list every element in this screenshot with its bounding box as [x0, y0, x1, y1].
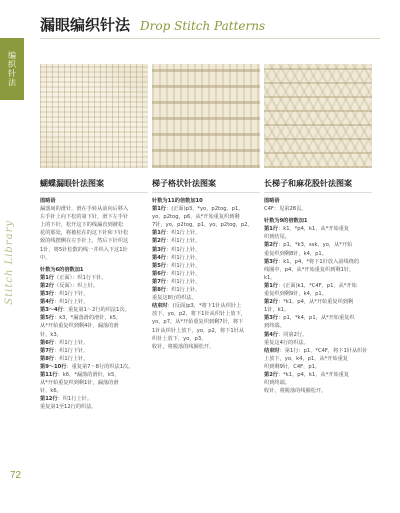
row-label: 第2行: [264, 299, 278, 306]
instruction-line: 重复这4行的织法。: [264, 339, 309, 346]
instruction-line: 第3行：织1行上针。: [152, 246, 201, 253]
instruction-line: 第4行：织1行上针。: [152, 254, 201, 261]
instruction-line: yo，p7，从*开始重复织到剩7针，将下: [152, 319, 244, 326]
instruction-line: 第6行：织1行上针。: [40, 339, 89, 346]
pattern-instructions: [264, 197, 372, 395]
instruction-line: 从*开始重复织到剩4针，漏落的滑: [40, 323, 119, 330]
instruction-line: 第1行：k1，*p4，k1，从*开始重复: [264, 226, 350, 233]
row-label: 第2行: [264, 371, 278, 378]
row-label: 第8行: [152, 287, 166, 294]
row-label: 第11行: [40, 371, 58, 378]
instruction-line: 针数为11的倍数加10: [152, 198, 203, 204]
instruction-line: 重复织到剩9针，k4，p1。: [264, 291, 327, 298]
instruction-line: 针数为9的倍数加1: [264, 218, 308, 225]
row-label: 第3行: [152, 246, 166, 253]
instruction-line: 针，k3。: [40, 331, 62, 338]
ladder-grid-swatch-image: [152, 64, 260, 168]
instruction-line: 第3～4行：重复第1～2行的织法1次。: [40, 307, 130, 314]
page-number: 72: [10, 470, 22, 481]
header-divider: [40, 38, 380, 39]
row-label: 第4行: [264, 331, 278, 338]
instruction-line: 第3行：k1，p4，*将下1针放入前线绕的: [264, 258, 360, 265]
instruction-line: 第12行：织1行上针。: [40, 396, 93, 403]
row-label: 第3行: [40, 291, 54, 298]
row-label: 结束时: [264, 347, 280, 354]
instruction-line: 图略语: [264, 198, 280, 204]
instruction-line: 第4行：同第2行。: [264, 331, 308, 338]
butterfly-swatch-image: [40, 64, 148, 168]
instruction-line: 第2行（反面）：织上针。: [40, 282, 99, 289]
page-title-cn: 漏眼编织针法: [40, 16, 131, 34]
instruction-line: 第3行：p1，*k4，p1，从*开始重复织: [264, 315, 355, 322]
instruction-line: 第4行：织1行上针。: [40, 299, 89, 306]
section-tab-label: 编织针法: [7, 51, 17, 87]
row-label: 第5行: [152, 262, 166, 269]
instruction-line: 第1行：(正面)k1，*C4F，p1，从*开始: [264, 282, 357, 289]
pattern-instructions: [152, 197, 260, 351]
row-label: 第4行: [152, 254, 166, 261]
instruction-line: 放下，yo，p2，将下1针从织针上放下，: [152, 311, 246, 318]
instruction-line: 第1行：织1行上针。: [152, 230, 201, 237]
row-label: 第1行: [264, 282, 278, 289]
row-label: 第2行: [40, 282, 54, 289]
instruction-line: 第2行：织1行上针。: [152, 238, 201, 245]
stitch-library-label: Stitch Library: [4, 220, 15, 305]
instruction-line: 结束时：第1行：p1，*C4F，将下1针从织针: [264, 347, 368, 354]
pattern-caption: 梯子格状针法图案: [152, 179, 216, 188]
caption-divider: [264, 192, 372, 193]
row-label: 第6行: [152, 270, 166, 277]
long-ladder-cable-swatch-image: [264, 64, 372, 168]
row-label: 第3～4行: [40, 307, 63, 314]
instruction-line: 结束时：(反面)p3，*将下1针从织针上: [152, 303, 242, 310]
instruction-line: 第8行：织1行上针。: [152, 287, 201, 294]
sidebar: [0, 0, 28, 513]
instruction-line: 收针，将脱落的线圈松开。: [152, 343, 215, 350]
instruction-line: 第9～10行：重复第7～8行的织法1次。: [40, 363, 134, 370]
instruction-line: 收针，将脱落的线圈松开。: [264, 388, 327, 395]
row-label: 第2行: [152, 238, 166, 245]
row-label: 第1行: [40, 274, 54, 281]
instruction-line: 从*开始重复织到剩1针，漏落的滑: [40, 380, 119, 387]
instruction-line: 1针，k1。: [264, 307, 290, 314]
instruction-line: 针，k6。: [40, 388, 62, 395]
instruction-line: 重复第1至12行的织法。: [40, 404, 97, 411]
instruction-line: 织到剩9针，C4F，p1。: [264, 363, 321, 370]
page-title-en: Drop Stitch Patterns: [140, 19, 266, 33]
row-label: 第7行: [40, 347, 54, 354]
instruction-line: yo，p2tog，p6，从*开始重复织到剩: [152, 214, 240, 221]
instruction-line: 第7行：织1行上针。: [152, 278, 201, 285]
instruction-line: 针数为6的倍数加1: [40, 266, 84, 273]
instruction-line: 第2行：*k1，p4，k1，从*开始重复: [264, 371, 350, 378]
instruction-line: 重复这8行的织法。: [152, 295, 197, 302]
row-label: 第1行: [152, 206, 166, 213]
instruction-line: k1。: [264, 274, 276, 281]
instruction-line: 1针，将5针松散的线一并织入下这1针: [40, 246, 128, 253]
instruction-line: 线圈中，p4，从*开始重复织到剩1针，: [264, 266, 355, 273]
instruction-line: 第5行：织1行上针。: [152, 262, 201, 269]
row-label: 第1行: [152, 230, 166, 237]
pattern-column-butterfly: [40, 64, 148, 411]
row-label: 第3行: [264, 315, 278, 322]
instruction-line: 织到终端。: [264, 380, 290, 387]
row-label: 第6行: [40, 339, 54, 346]
instruction-line: 到终端。: [264, 323, 285, 330]
instruction-line: 第2行：p1，*k3，ssk，yo，从*开始: [264, 242, 353, 249]
row-label: 第2行: [264, 242, 278, 249]
caption-divider: [152, 192, 260, 193]
instruction-line: 中。: [40, 254, 51, 261]
page-header: [40, 14, 380, 36]
row-label: 结束时: [152, 303, 168, 310]
instruction-line: 第5行：k3，*漏落滑的滑针，k5，: [40, 315, 122, 322]
row-label: 第7行: [152, 278, 166, 285]
instruction-line: 致的线摆侧在左手针上，然后下针织这: [40, 238, 129, 245]
instruction-line: 第11行：k6，*漏落的滑针，k5，: [40, 371, 120, 378]
instruction-line: 7针，yo，p2tog，p1，yo，p2tog，p2。: [152, 222, 253, 229]
instruction-line: 图略语: [40, 198, 56, 204]
instruction-line: 第6行：织1行上针。: [152, 270, 201, 277]
pattern-caption: 蝴蝶漏眼针法图案: [40, 179, 104, 188]
instruction-line: 上放下，yo，k4，p1，从*开始重复: [264, 355, 348, 362]
instruction-line: 第1行：(正面)p3，*yo，p2tog，p1，: [152, 206, 244, 213]
instruction-line: 第3行：织1行下针。: [40, 291, 89, 298]
instruction-line: C4F：见第28页。: [264, 206, 307, 213]
instruction-line: 第2行：*k1，p4，从*开始重复织到剩: [264, 299, 354, 306]
section-tab: [0, 38, 24, 100]
pattern-instructions: [40, 197, 148, 411]
instruction-line: 织到结尾。: [264, 234, 290, 241]
instruction-line: 第1行（正面）：织1行下针。: [40, 274, 107, 281]
instruction-line: 1针从织针上放下，yo，p2，将下1针从: [152, 327, 245, 334]
instruction-line: 第7行：织1行下针。: [40, 347, 89, 354]
row-label: 第8行: [40, 355, 54, 362]
instruction-line: 重复织到剩8针，k4，p1。: [264, 250, 327, 257]
instruction-line: 第8行：织1行上针。: [40, 355, 89, 362]
instruction-line: 织针上放下，yo，p3。: [152, 335, 207, 342]
row-label: 第3行: [264, 258, 278, 265]
row-label: 第5行: [40, 315, 54, 322]
row-label: 第9～10行: [40, 363, 67, 370]
caption-divider: [40, 192, 148, 193]
row-label: 第12行: [40, 396, 58, 403]
row-label: 第1行: [264, 226, 278, 233]
instruction-line: 花的那处，将被松在的这下针和下针松: [40, 230, 129, 237]
pattern-caption: 长梯子和麻花股针法图案: [264, 179, 352, 188]
pattern-column-ladder-grid: [152, 64, 260, 351]
instruction-line: 漏落间的滑针，滑在手转从前向后移入: [40, 206, 129, 213]
pattern-column-long-ladder-cable: [264, 64, 372, 395]
instruction-line: 左手针上向下松的第下针，滑下左手针: [40, 214, 129, 221]
row-label: 第4行: [40, 299, 54, 306]
instruction-line: 上的下针，松开这下的线漏直到被松: [40, 222, 124, 229]
